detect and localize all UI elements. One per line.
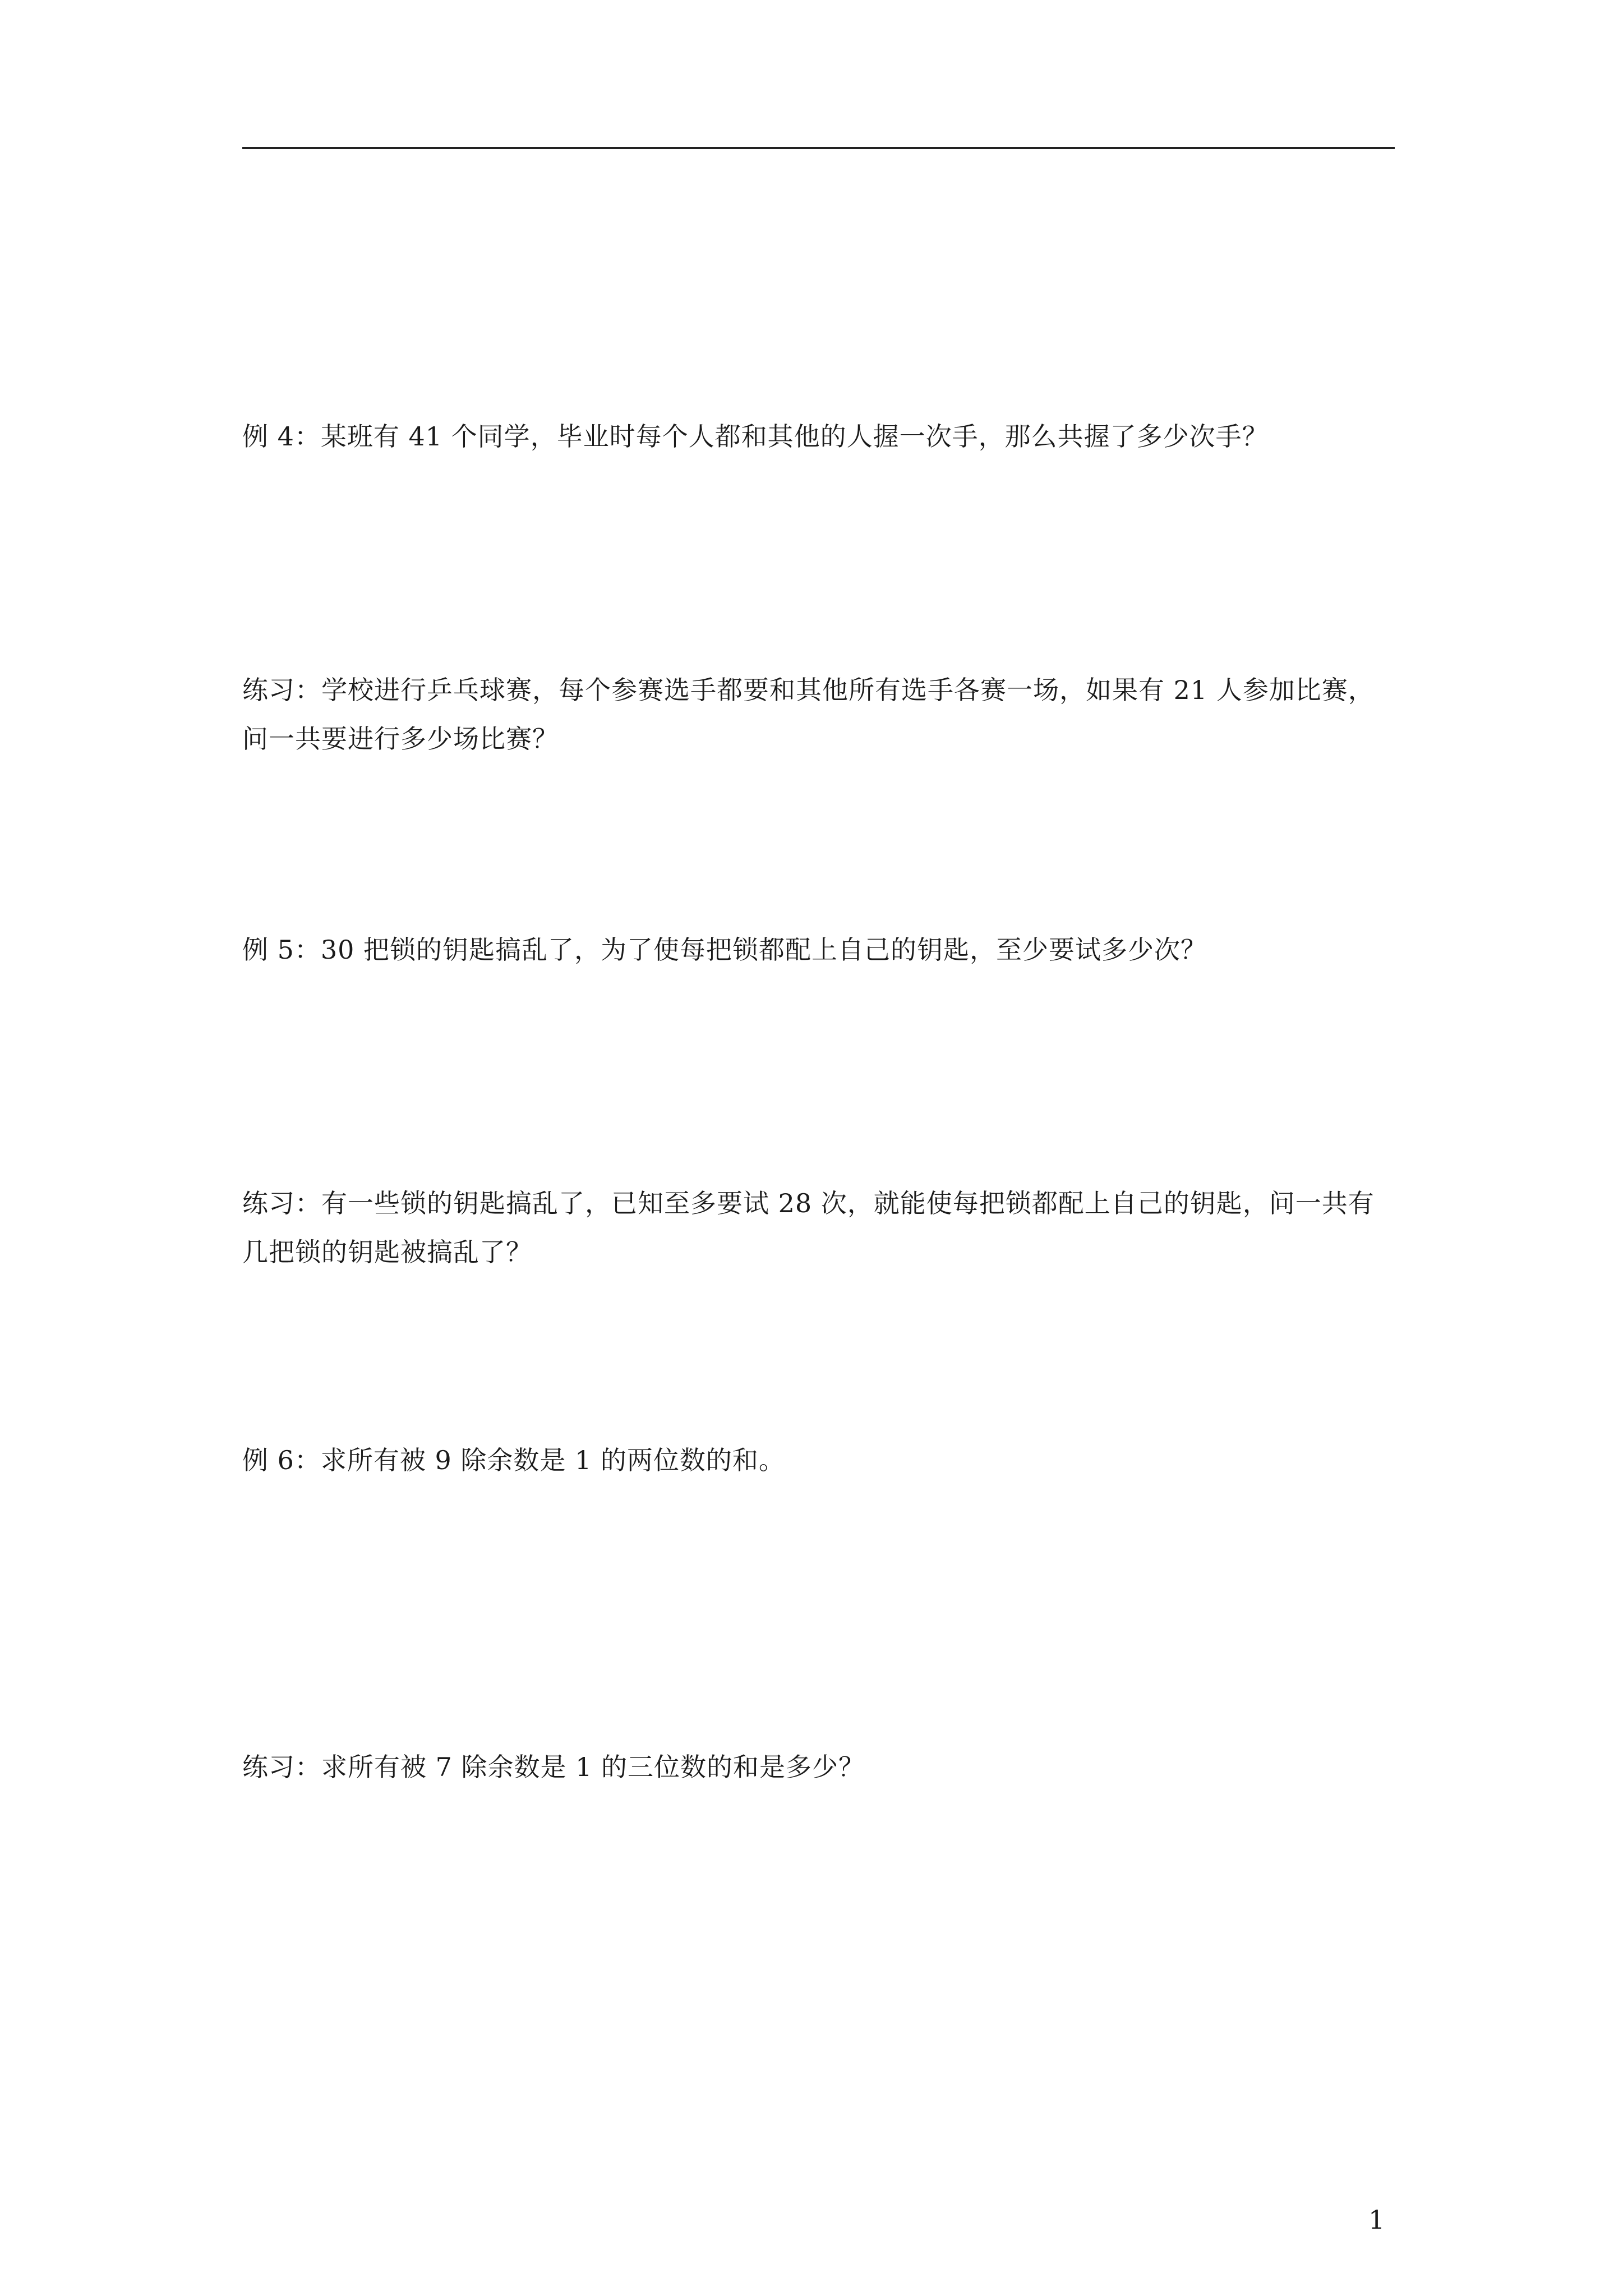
page-number: 1 xyxy=(1368,2205,1385,2235)
example-4-text: 例 4：某班有 41 个同学，毕业时每个人都和其他的人握一次手，那么共握了多少次手？ xyxy=(242,421,1269,452)
example-6-text: 例 6：求所有被 9 除余数是 1 的两位数的和。 xyxy=(242,1445,785,1475)
practice-2-text: 练习：有一些锁的钥匙搞乱了，已知至多要试 28 次，就能使每把锁都配上自己的钥匙，问一共有几把锁的钥匙被搞乱了？ xyxy=(242,1188,1375,1268)
practice-3-text: 练习：求所有被 7 除余数是 1 的三位数的和是多少？ xyxy=(242,1752,865,1782)
header-rule xyxy=(242,147,1395,149)
example-5-text: 例 5：30 把锁的钥匙搞乱了，为了使每把锁都配上自己的钥匙，至少要试多少次？ xyxy=(242,935,1207,965)
practice-1-text: 练习：学校进行乒乓球赛，每个参赛选手都要和其他所有选手各赛一场，如果有 21 人参加比赛，问一共要进行多少场比赛？ xyxy=(242,675,1375,754)
